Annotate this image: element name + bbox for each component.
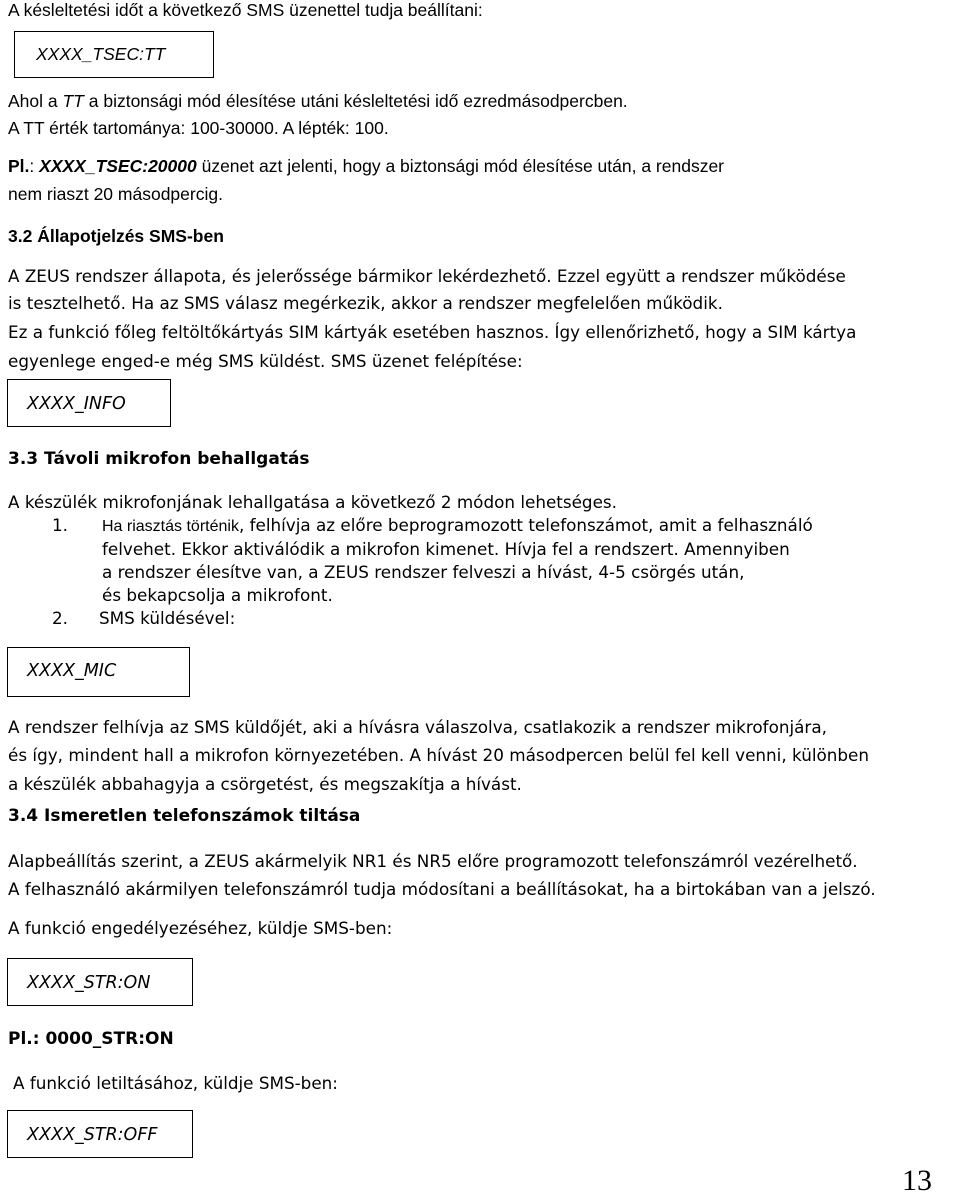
item1-number: 1.: [52, 515, 69, 535]
range-line: A TT érték tartománya: 100-30000. A lépték: 100.: [8, 118, 389, 138]
p33-intro: A készülék mikrofonjának lehallgatása a következő 2 módon lehetséges.: [8, 492, 617, 512]
p-mic-line-2: és így, mindent hall a mikrofon környezetében. A hívást 20 másodpercen belül fel kell venni, különben: [8, 745, 870, 765]
sms-code-box-str-off: [7, 1110, 193, 1158]
p34-line-2: A felhasználó akármilyen telefonszámról tudja módosítani a beállításokat, ha a birtokában van a jelszó.: [8, 879, 876, 899]
item1-part-a: Ha riasztás történik: [102, 518, 239, 535]
enable-line: A funkció engedélyezéséhez, küldje SMS-ben:: [8, 918, 393, 938]
sms-code-box-tsec: [14, 31, 214, 78]
intro-line: A késleltetési időt a következő SMS üzenettel tudja beállítani:: [8, 0, 483, 20]
sms-code-box-mic: [7, 647, 190, 697]
p-mic-line-3: a készülék abbahagyja a csörgetést, és megszakítja a hívást.: [8, 774, 522, 794]
sms-code-mic: XXXX_MIC: [27, 661, 117, 681]
item1-line-4: és bekapcsolja a mikrofont.: [102, 585, 333, 605]
example2-line: Pl.: 0000_STR:ON: [8, 1029, 174, 1049]
item2-text: SMS küldésével:: [99, 608, 236, 628]
heading-3-2: 3.2 Állapotjelzés SMS-ben: [8, 226, 224, 246]
where-line: [8, 90, 628, 112]
sms-code-box-str-on: [7, 958, 193, 1006]
p32-line-3: Ez a funkció főleg feltöltőkártyás SIM kártyák esetében hasznos. Így ellenőrizhető, hogy a SIM kártya: [8, 322, 857, 342]
example-colon: :: [29, 156, 40, 176]
heading-3-3: 3.3 Távoli mikrofon behallgatás: [8, 449, 310, 469]
example-line: [8, 155, 724, 177]
example-rest: üzenet azt jelenti, hogy a biztonsági mód élesítése után, a rendszer: [196, 156, 724, 176]
item1-line-1: [102, 514, 813, 538]
p32-line-4: egyenlege enged-e még SMS küldést. SMS üzenet felépítése:: [8, 351, 523, 371]
item1-part-b: , felhívja az előre beprogramozott telefonszámot, amit a felhasználó: [238, 515, 813, 535]
example-prefix: Pl.: [8, 156, 30, 176]
sms-code-info: XXXX_INFO: [27, 394, 126, 414]
item1-line-3: a rendszer élesítve van, a ZEUS rendszer felveszi a hívást, 4-5 csörgés után,: [102, 562, 745, 582]
example-cont: nem riaszt 20 másodpercig.: [8, 184, 223, 204]
p32-line-1: A ZEUS rendszer állapota, és jelerőssége bármikor lekérdezhető. Ezzel együtt a rendszer működése: [8, 266, 846, 286]
where-pre: Ahol a: [8, 91, 63, 111]
disable-line: A funkció letiltásához, küldje SMS-ben:: [13, 1073, 338, 1093]
where-tt: TT: [62, 91, 84, 111]
example-code: XXXX_TSEC:20000: [39, 156, 197, 176]
sms-code-str-on: XXXX_STR:ON: [27, 973, 151, 993]
sms-code-tsec: XXXX_TSEC:TT: [36, 44, 166, 64]
page-number: 13: [902, 1164, 932, 1197]
heading-3-4: 3.4 Ismeretlen telefonszámok tiltása: [8, 806, 361, 826]
p34-line-1: Alapbeállítás szerint, a ZEUS akármelyik NR1 és NR5 előre programozott telefonszámról vezérelhető.: [8, 851, 858, 871]
p32-line-2: is tesztelhető. Ha az SMS válasz megérkezik, akkor a rendszer megfelelően működik.: [8, 293, 723, 313]
item2-number: 2.: [52, 608, 69, 628]
sms-code-str-off: XXXX_STR:OFF: [27, 1125, 158, 1145]
p-mic-line-1: A rendszer felhívja az SMS küldőjét, aki a hívásra válaszolva, csatlakozik a rendszer mikrofonjára,: [8, 717, 827, 737]
sms-code-box-info: [7, 379, 171, 427]
where-post: a biztonsági mód élesítése utáni késleltetési idő ezredmásodpercben.: [83, 91, 628, 111]
item1-line-2: felvehet. Ekkor aktiválódik a mikrofon kimenet. Hívja fel a rendszert. Amennyiben: [102, 539, 790, 559]
